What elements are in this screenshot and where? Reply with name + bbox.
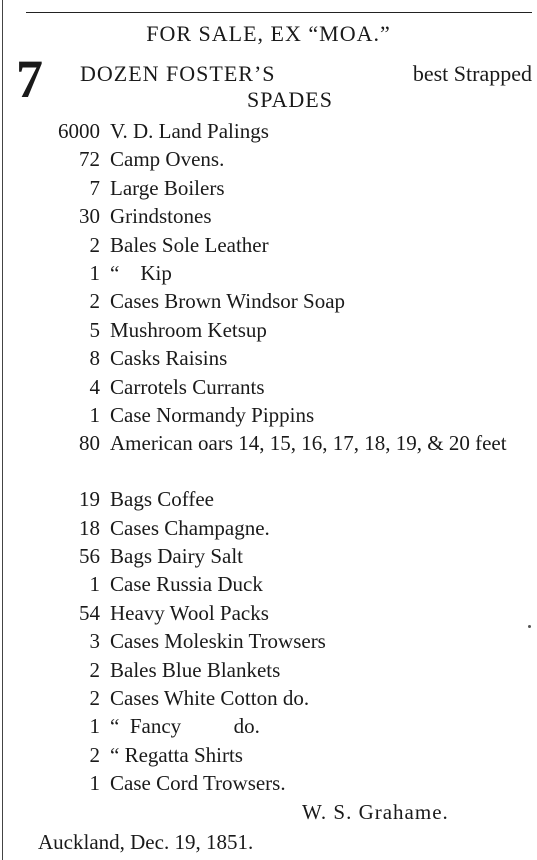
item-quantity: 2 — [89, 289, 100, 314]
item-quantity: 3 — [89, 629, 100, 654]
list-item — [0, 429, 537, 485]
drop-cap-numeral: 7 — [16, 49, 43, 109]
item-description: Camp Ovens. — [110, 147, 225, 172]
list-item — [0, 514, 537, 542]
list-item — [0, 344, 537, 372]
item-description: Cases Brown Windsor Soap — [110, 289, 346, 314]
item-quantity: 1 — [89, 260, 100, 285]
list-item — [0, 741, 537, 769]
item-description: Cases White Cotton do. — [110, 686, 310, 711]
list-item — [0, 542, 537, 570]
place-and-date: Auckland, Dec. 19, 1851. — [38, 830, 254, 854]
first-item-rest: best Strapped — [412, 61, 532, 86]
print-speck — [528, 625, 531, 628]
list-item — [0, 316, 537, 344]
item-quantity: 7 — [89, 175, 100, 200]
item-description: “ Kip — [110, 260, 172, 285]
item-description: Bags Dairy Salt — [110, 544, 243, 569]
item-list — [0, 117, 537, 798]
list-item — [0, 712, 537, 740]
item-description: Cases Moleskin Trowsers — [110, 629, 326, 654]
list-item — [0, 117, 537, 145]
item-quantity: 19 — [79, 487, 100, 512]
item-quantity: 5 — [89, 317, 100, 342]
merchant-signature: W. S. Grahame. — [302, 800, 449, 824]
item-quantity: 8 — [89, 346, 100, 371]
item-quantity: 2 — [89, 742, 100, 767]
item-quantity: 6000 — [58, 119, 100, 143]
item-quantity: 56 — [79, 544, 100, 569]
list-item — [0, 627, 537, 655]
first-item-caps: DOZEN FOSTER’S — [80, 61, 276, 86]
item-quantity: 2 — [89, 686, 100, 711]
list-item — [0, 656, 537, 684]
list-item — [0, 231, 537, 259]
list-item — [0, 174, 537, 202]
list-item — [0, 684, 537, 712]
list-item — [0, 373, 537, 401]
top-divider-rule — [26, 12, 532, 13]
list-item — [0, 202, 537, 230]
list-item — [0, 769, 537, 797]
item-quantity: 1 — [89, 771, 100, 796]
item-description: Bales Sole Leather — [110, 232, 269, 257]
list-item — [0, 485, 537, 513]
first-item-line — [80, 61, 532, 87]
item-description: Bags Coffee — [110, 487, 215, 512]
list-item — [0, 145, 537, 173]
item-quantity: 18 — [79, 515, 100, 540]
item-quantity: 1 — [89, 572, 100, 597]
item-description: Bales Blue Blankets — [110, 657, 281, 682]
item-quantity: 1 — [89, 402, 100, 427]
item-description: American oars 14, 15, 16, 17, 18, 19, & 20 feet — [110, 431, 507, 456]
item-description: Grindstones — [110, 204, 212, 229]
first-item-continuation: SPADES — [247, 87, 333, 112]
item-description: Case Cord Trowsers. — [110, 771, 286, 796]
list-item — [0, 599, 537, 627]
item-quantity: 2 — [89, 232, 100, 257]
list-item — [0, 287, 537, 315]
item-description: Cases Champagne. — [110, 515, 270, 540]
item-description: Case Russia Duck — [110, 572, 263, 597]
item-quantity: 72 — [79, 147, 100, 172]
list-item — [0, 401, 537, 429]
item-quantity: 54 — [79, 600, 100, 625]
item-description: “ Regatta Shirts — [110, 742, 243, 767]
item-description: Case Normandy Pippins — [110, 402, 315, 427]
item-quantity: 4 — [89, 374, 100, 399]
item-quantity: 2 — [89, 657, 100, 682]
item-description: Carrotels Currants — [110, 374, 265, 399]
list-item — [0, 570, 537, 598]
item-quantity: 80 — [79, 431, 100, 456]
item-description: Casks Raisins — [110, 346, 228, 371]
item-description: V. D. Land Palings — [110, 119, 269, 143]
item-description: Large Boilers — [110, 175, 225, 200]
item-description: “ Fancy do. — [110, 714, 260, 739]
item-description: Mushroom Ketsup — [110, 317, 267, 342]
list-item — [0, 259, 537, 287]
item-quantity: 1 — [89, 714, 100, 739]
item-description: Heavy Wool Packs — [110, 600, 269, 625]
item-quantity: 30 — [79, 204, 100, 229]
advert-heading: FOR SALE, EX “MOA.” — [146, 21, 391, 46]
